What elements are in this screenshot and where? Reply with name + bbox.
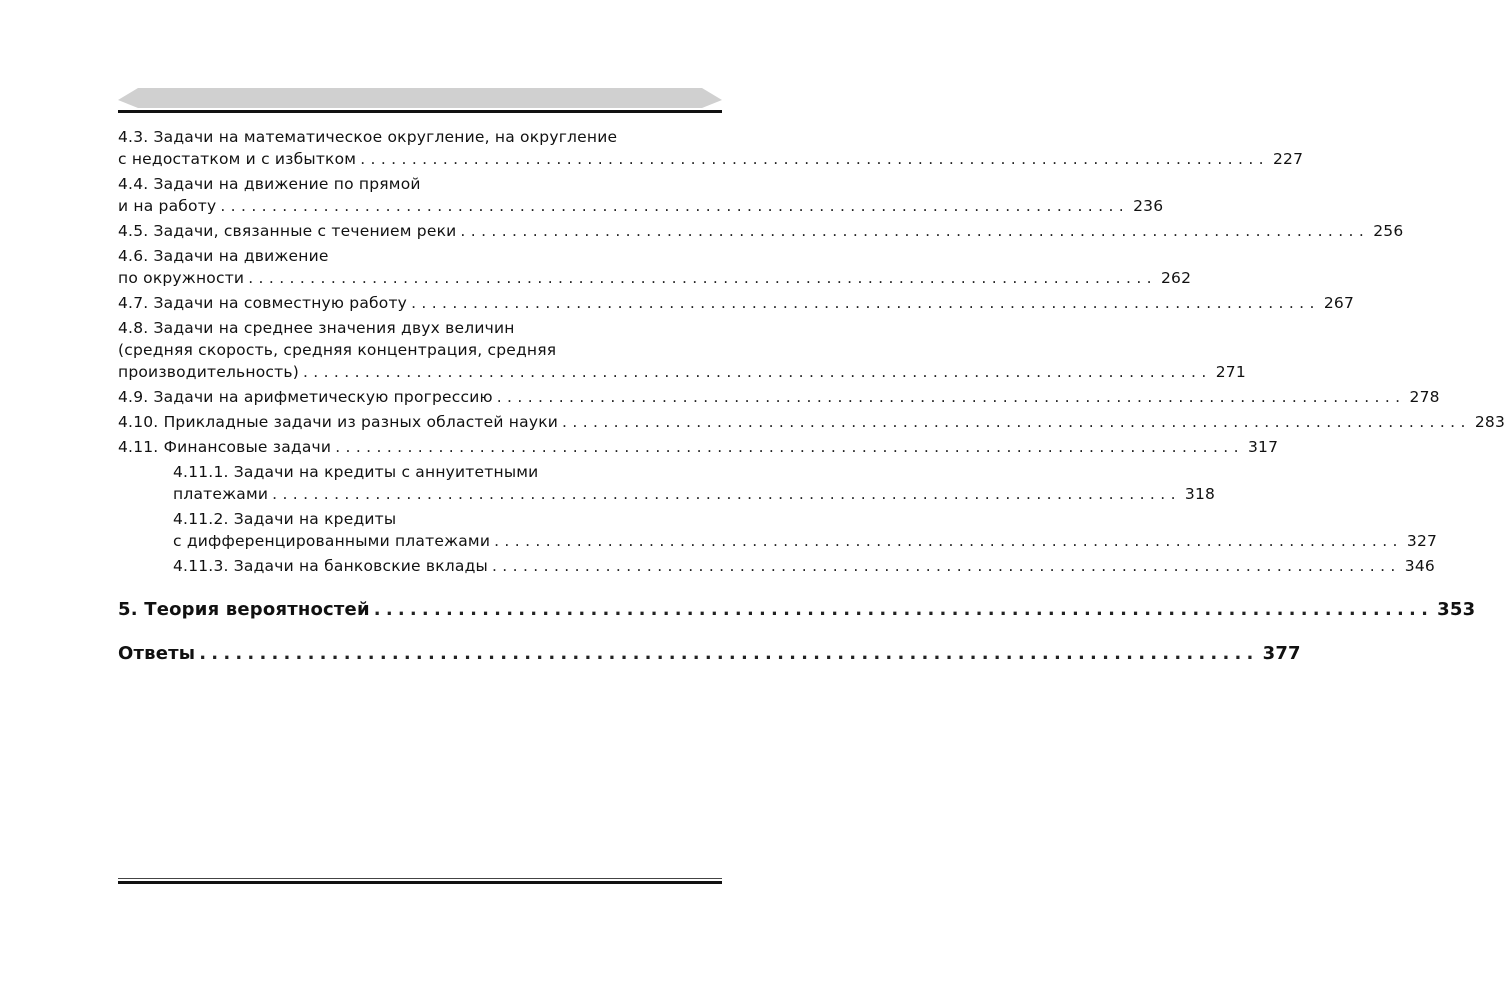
page-number: 283 — [1474, 413, 1505, 431]
toc-entry-line: 4.5. Задачи, связанные с течением реки — [118, 222, 457, 240]
toc-entry-4-11[interactable] — [118, 436, 1279, 458]
toc-chapter-5[interactable] — [118, 597, 1476, 623]
dot-leader: ........................................................................................ — [220, 197, 1130, 215]
toc-entry-4-11-2[interactable] — [173, 508, 1438, 552]
dot-leader: ........................................................................................ — [335, 438, 1244, 456]
table-of-contents — [118, 126, 1505, 670]
page-number: 262 — [1161, 269, 1192, 287]
page-number: 353 — [1437, 599, 1476, 620]
header-band — [118, 88, 722, 114]
toc-entry-line: производительность) — [118, 363, 299, 381]
toc-entry-line: 4.4. Задачи на движение по прямой — [118, 175, 421, 193]
footer-rule-thin — [118, 878, 722, 879]
toc-entry-4-5[interactable] — [118, 220, 1404, 242]
toc-entry-line: 4.11.3. Задачи на банковские вклады — [173, 557, 488, 575]
toc-entry-4-9[interactable] — [118, 386, 1440, 408]
dot-leader: ........................................................................................ — [562, 413, 1471, 431]
page-number: 346 — [1404, 557, 1435, 575]
page-number: 267 — [1323, 294, 1355, 312]
chapter-title: 5. Теория вероятностей — [118, 599, 370, 620]
dot-leader: ........................................................................................ — [248, 269, 1157, 287]
page-number: 318 — [1184, 485, 1216, 503]
dot-leader: ........................................................................................ — [491, 557, 1401, 575]
toc-entry-line: 4.11. Финансовые задачи — [118, 438, 332, 456]
toc-entry-line: 4.11.2. Задачи на кредиты — [173, 510, 397, 528]
footer-rule-thick — [118, 881, 722, 884]
answers-title: Ответы — [118, 643, 196, 664]
header-band-shape — [118, 88, 722, 114]
toc-entry-4-3[interactable] — [118, 126, 1304, 170]
page-number: 256 — [1373, 222, 1404, 240]
dot-leader: ........................................................................................ — [302, 363, 1212, 381]
toc-entry-line: по окружности — [118, 269, 245, 287]
dot-leader: ........................................................................................ — [272, 485, 1181, 503]
page-number: 227 — [1272, 150, 1304, 168]
dot-leader: ........................................................................................ — [373, 599, 1434, 620]
dot-leader: ........................................................................................ — [496, 388, 1406, 406]
toc-entry-4-8[interactable] — [118, 317, 1246, 383]
toc-entry-line: и на работу — [118, 197, 217, 215]
toc-entry-4-6[interactable] — [118, 245, 1192, 289]
toc-answers[interactable] — [118, 641, 1301, 667]
toc-entry-line: 4.10. Прикладные задачи из разных областей науки — [118, 413, 559, 431]
toc-entry-line: 4.3. Задачи на математическое округление, на округление — [118, 128, 618, 146]
toc-entry-line: с дифференцированными платежами — [173, 532, 491, 550]
page-number: 236 — [1133, 197, 1164, 215]
toc-entry-line: с недостатком и с избытком — [118, 150, 357, 168]
dot-leader: ........................................................................................ — [360, 150, 1269, 168]
page-number: 377 — [1262, 643, 1301, 664]
toc-entry-4-4[interactable] — [118, 173, 1164, 217]
toc-entry-line: 4.7. Задачи на совместную работу — [118, 294, 408, 312]
dot-leader: ........................................................................................ — [411, 294, 1320, 312]
dot-leader: ........................................................................................ — [199, 643, 1259, 664]
toc-entry-4-11-3[interactable] — [173, 555, 1435, 577]
toc-entry-line: (средняя скорость, средняя концентрация, средняя — [118, 341, 557, 359]
dot-leader: ........................................................................................ — [494, 532, 1403, 550]
toc-entry-line: 4.11.1. Задачи на кредиты с аннуитетными — [173, 463, 539, 481]
dot-leader: ........................................................................................ — [460, 222, 1370, 240]
toc-entry-line: 4.8. Задачи на среднее значения двух величин — [118, 319, 515, 337]
footer-rule — [118, 878, 722, 884]
toc-entry-line: 4.6. Задачи на движение — [118, 247, 329, 265]
page-number: 278 — [1409, 388, 1440, 406]
toc-entry-4-7[interactable] — [118, 292, 1355, 314]
toc-entry-line: 4.9. Задачи на арифметическую прогрессию — [118, 388, 493, 406]
toc-entry-4-10[interactable] — [118, 411, 1505, 433]
page-number: 317 — [1247, 438, 1279, 456]
toc-entry-4-11-1[interactable] — [173, 461, 1216, 505]
page-number: 271 — [1215, 363, 1246, 381]
toc-entry-line: платежами — [173, 485, 269, 503]
page-number: 327 — [1406, 532, 1438, 550]
